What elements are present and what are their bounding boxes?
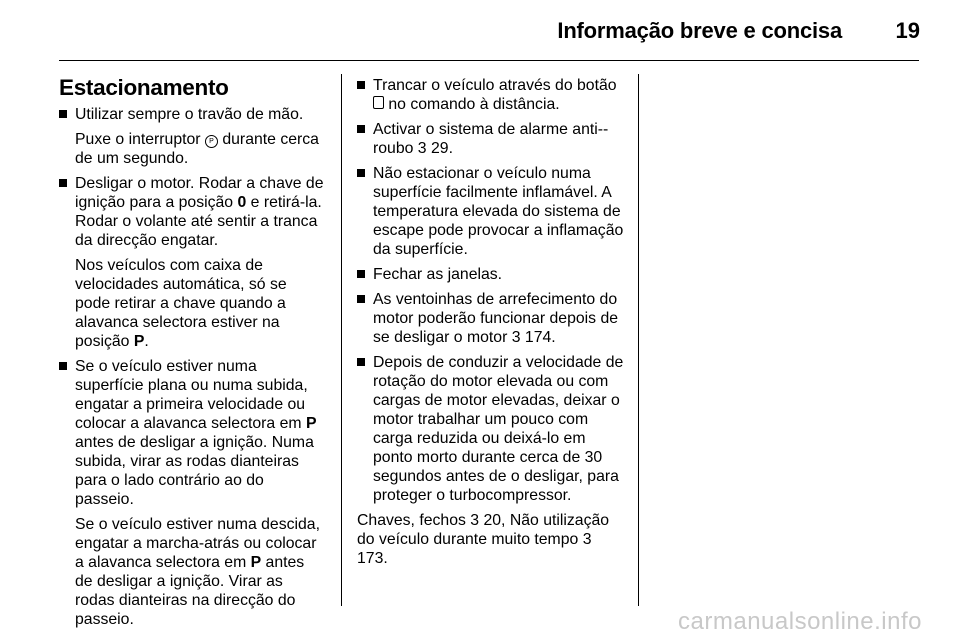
list-item bbox=[59, 357, 325, 629]
item-bold: P bbox=[250, 554, 262, 571]
page-header-title: Informação breve e concisa bbox=[557, 18, 842, 43]
item-text: . bbox=[551, 329, 556, 346]
list-item bbox=[59, 105, 325, 168]
list-item bbox=[357, 164, 625, 259]
page-reference-link[interactable]: 174 bbox=[524, 329, 552, 346]
item-text: , Não utilização do veículo durante muito tempo bbox=[357, 512, 610, 548]
list-item bbox=[357, 76, 625, 114]
bullet-list bbox=[59, 105, 325, 629]
item-bold: 0 bbox=[237, 194, 247, 211]
column-1 bbox=[59, 74, 325, 635]
lock-icon bbox=[373, 96, 384, 109]
item-text: Puxe o interruptor bbox=[75, 131, 205, 148]
bullet-icon bbox=[357, 358, 365, 366]
bullet-icon bbox=[357, 295, 365, 303]
item-text: Utilizar sempre o travão de mão. bbox=[75, 106, 304, 123]
item-text: Depois de conduzir a velocidade de rotação do motor elevada ou com cargas de motor elevadas, deixar o motor trabalhar um pouco com carga reduzida ou deixá-lo em ponto morto durante cerca de 30 segundos antes de o desligar, para proteger o turbocompressor. bbox=[373, 354, 624, 504]
list-item bbox=[357, 265, 625, 284]
page-number: 19 bbox=[895, 18, 920, 43]
bullet-icon bbox=[59, 362, 67, 370]
item-text: durante cerca de um segundo. bbox=[75, 131, 319, 167]
header-rule bbox=[59, 60, 919, 61]
bullet-icon bbox=[357, 169, 365, 177]
page-reference-link[interactable]: 173 bbox=[357, 550, 384, 567]
page-reference-link[interactable]: 20 bbox=[483, 512, 502, 529]
item-bold: P bbox=[133, 333, 145, 350]
item-text: antes de desligar a ignição. Virar as rodas dianteiras na direcção do passeio. bbox=[75, 554, 305, 628]
item-continuation bbox=[75, 130, 325, 168]
item-text: As ventoinhas de arrefecimento do motor poderão funcionar depois de se desligar o motor bbox=[373, 291, 619, 346]
item-bold: P bbox=[305, 415, 317, 432]
bullet-icon bbox=[357, 270, 365, 278]
item-text: Se o veículo estiver numa superfície plana ou numa subida, engatar a primeira velocidade ou colocar a alavanca selectora em bbox=[75, 358, 308, 432]
bullet-icon bbox=[357, 125, 365, 133]
watermark: carmanualsonline.info bbox=[678, 608, 922, 635]
section-title: Estacionamento bbox=[59, 75, 229, 100]
page-reference-arrow-icon: 3 bbox=[470, 512, 480, 529]
item-text: . bbox=[144, 333, 149, 350]
column-2 bbox=[357, 76, 625, 568]
list-item bbox=[357, 120, 625, 158]
list-item bbox=[59, 174, 325, 351]
bullet-icon bbox=[357, 81, 365, 89]
item-text: e retirá-la. Rodar o volante até sentir a tranca da direcção engatar. bbox=[75, 194, 322, 249]
item-text: no comando à distância. bbox=[384, 96, 560, 113]
list-item bbox=[357, 290, 625, 347]
item-text: Se o veículo estiver numa descida, engatar a marcha-atrás ou colocar a alavanca selectora em bbox=[75, 516, 320, 571]
page-reference-link[interactable]: 29 bbox=[430, 140, 449, 157]
bullet-list bbox=[357, 76, 625, 505]
item-continuation bbox=[75, 256, 325, 351]
item-text: Activar o sistema de alarme anti--roubo bbox=[373, 121, 609, 157]
page-reference-arrow-icon: 3 bbox=[582, 531, 592, 548]
item-text: Trancar o veículo através do botão bbox=[373, 77, 617, 94]
cross-reference-paragraph bbox=[357, 511, 625, 568]
bullet-icon bbox=[59, 179, 67, 187]
item-text: Nos veículos com caixa de velocidades automática, só se pode retirar a chave quando a alavanca selectora estiver na posição bbox=[75, 257, 287, 350]
column-divider bbox=[341, 74, 342, 606]
parking-brake-icon: P bbox=[205, 135, 218, 148]
item-text: Fechar as janelas. bbox=[373, 266, 503, 283]
item-text: Chaves, fechos bbox=[357, 512, 471, 529]
item-text: Desligar o motor. Rodar a chave de ignição para a posição bbox=[75, 175, 324, 211]
item-text: Não estacionar o veículo numa superfície facilmente inflamável. A temperatura elevada do sistema de escape pode provocar a inflamação da superfície. bbox=[373, 165, 624, 258]
item-text: . bbox=[383, 550, 388, 567]
list-item bbox=[357, 353, 625, 505]
page-reference-arrow-icon: 3 bbox=[417, 140, 427, 157]
item-continuation bbox=[75, 515, 325, 629]
column-divider bbox=[638, 74, 639, 606]
item-text: . bbox=[448, 140, 453, 157]
bullet-icon bbox=[59, 110, 67, 118]
item-text: antes de desligar a ignição. Numa subida, virar as rodas dianteiras para o lado contrário ao do passeio. bbox=[75, 434, 314, 508]
page-reference-arrow-icon: 3 bbox=[511, 329, 521, 346]
